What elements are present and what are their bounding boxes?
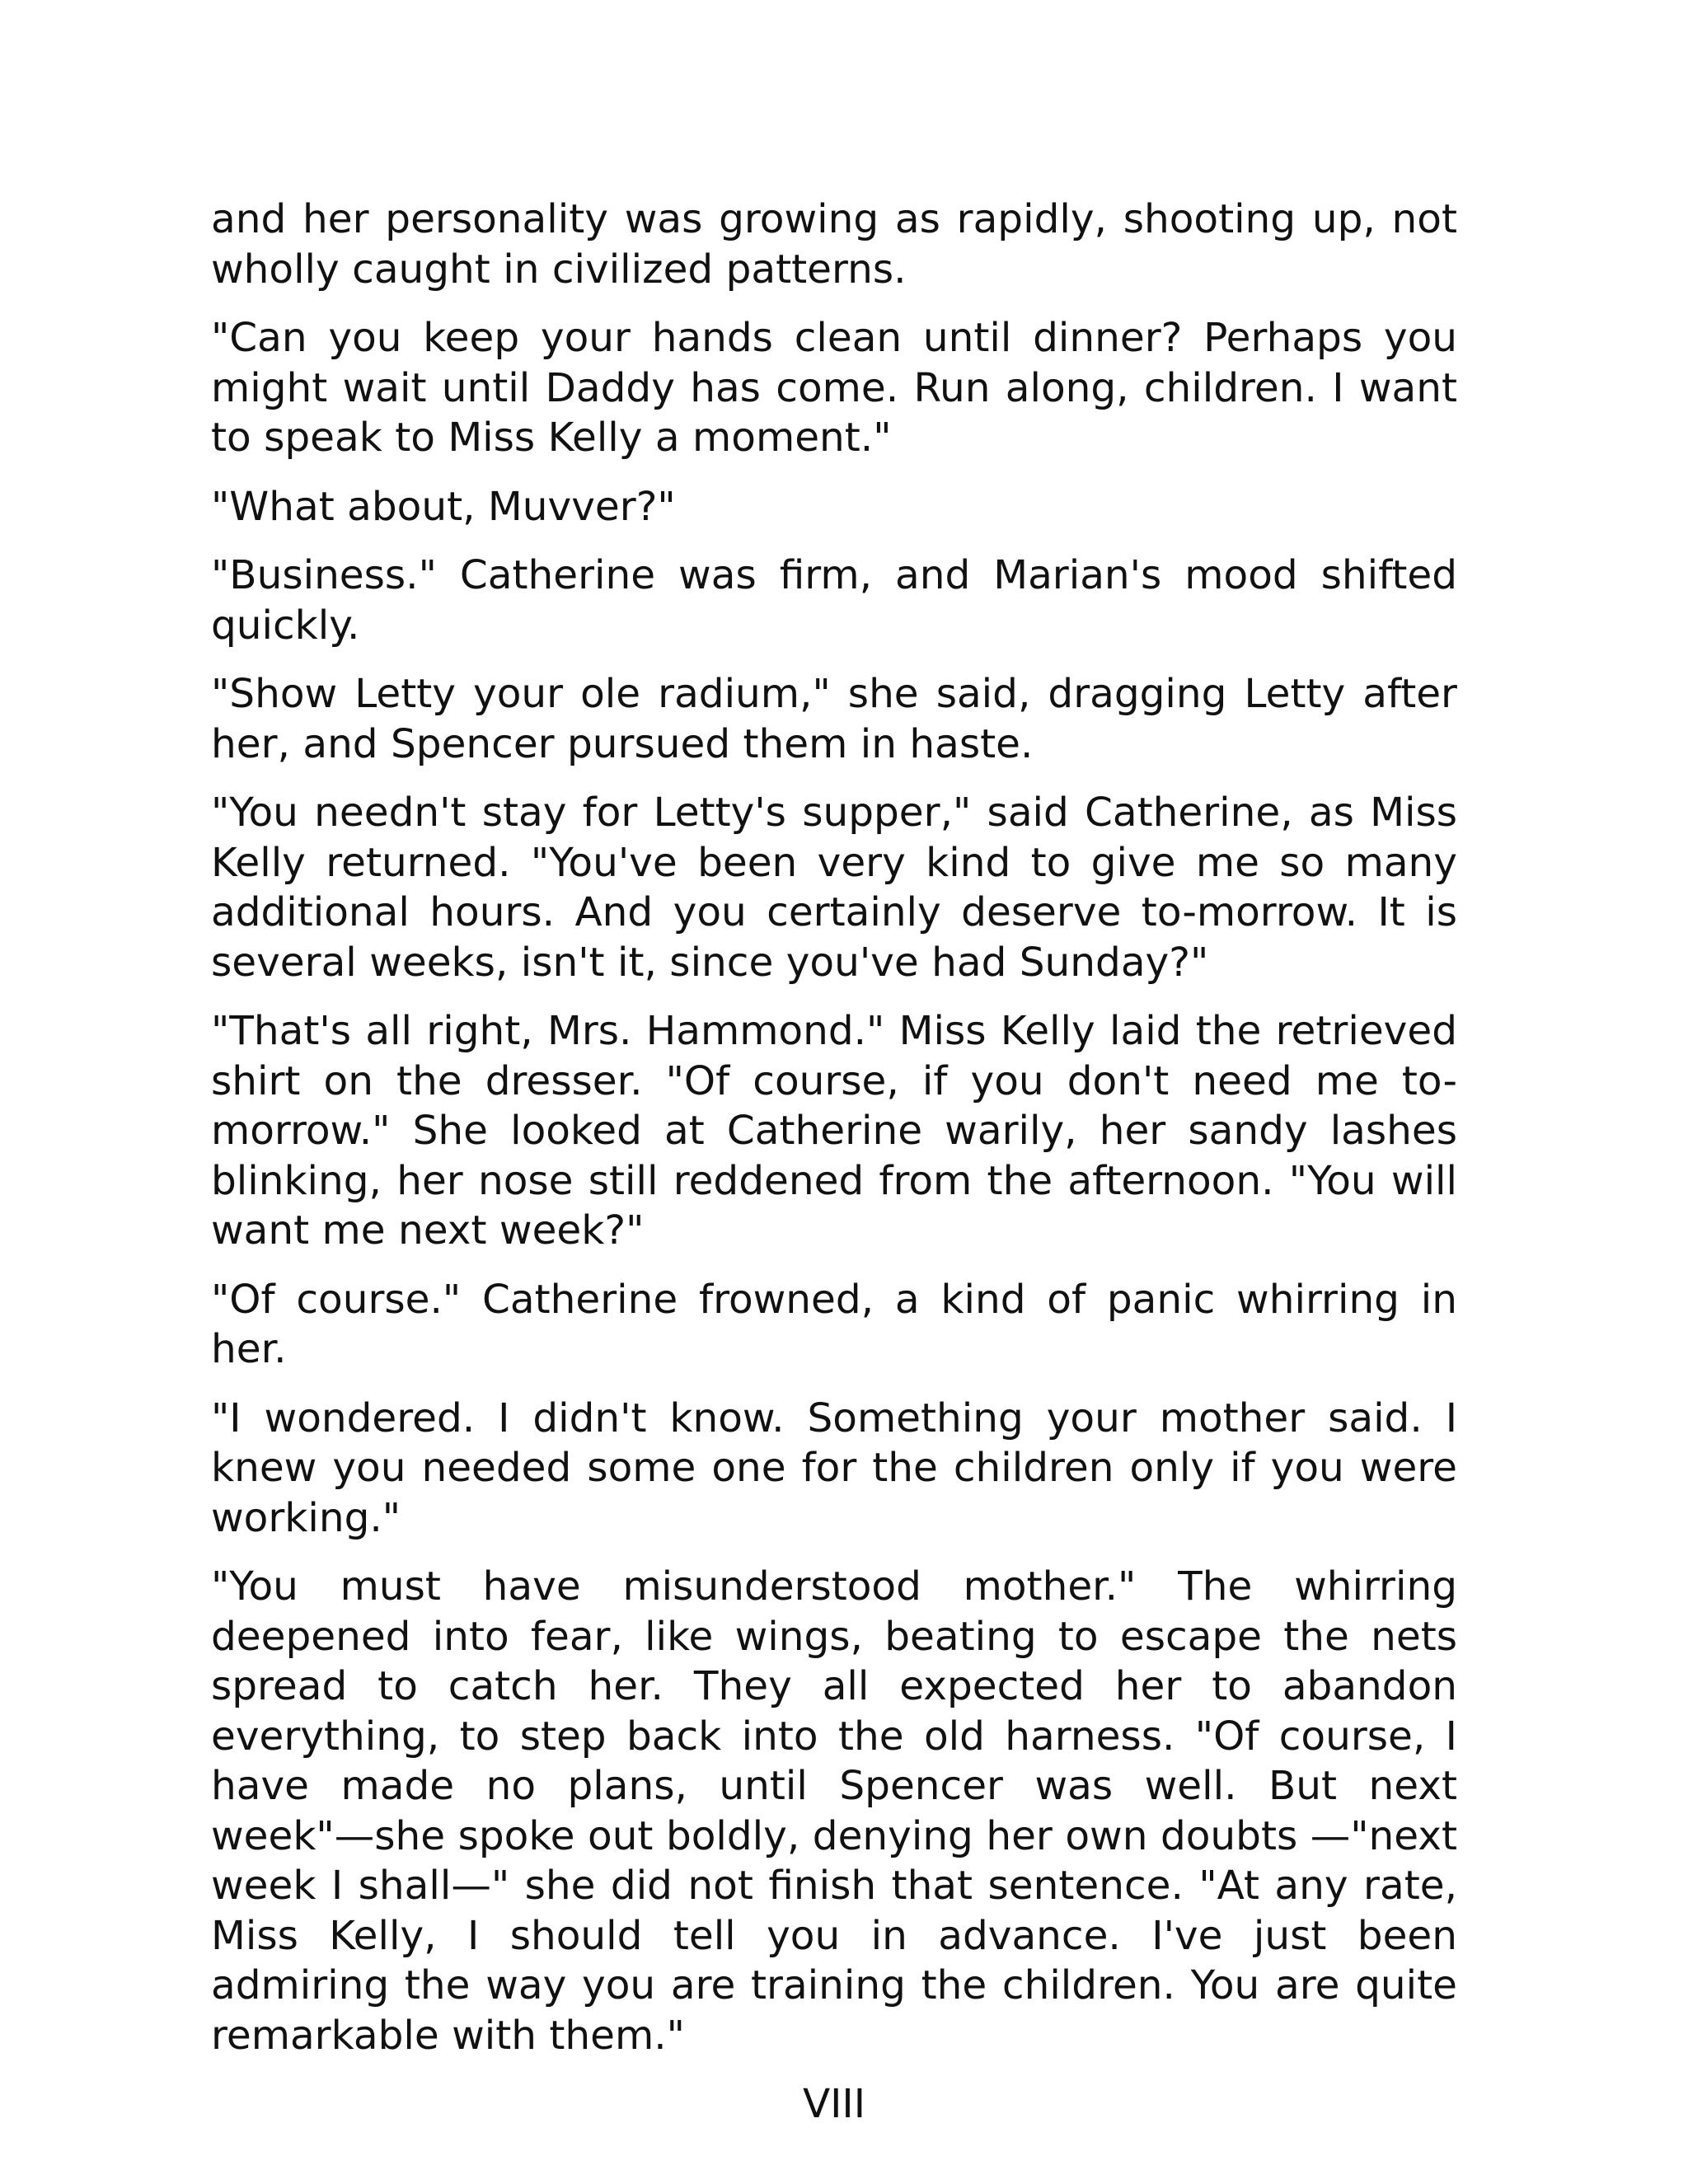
paragraph-5: "Show Letty your ole radium," she said, dragging Letty after her, and Spencer pursued them in haste. bbox=[211, 671, 1457, 767]
chapter-heading: VIII bbox=[802, 2081, 866, 2127]
paragraph-9: "I wondered. I didn't know. Something your mother said. I knew you needed some one for the children only if you were working." bbox=[211, 1394, 1457, 1541]
paragraph-8: "Of course." Catherine frowned, a kind of panic whirring in her. bbox=[211, 1276, 1457, 1372]
paragraph-2: "Can you keep your hands clean until dinner? Perhaps you might wait until Daddy has come. Run along, children. I want to speak to Miss Kelly a moment." bbox=[211, 315, 1457, 461]
paragraph-7: "That's all right, Mrs. Hammond." Miss Kelly laid the retrieved shirt on the dresser. "Of course, if you don't need me to-morrow." She looked at Catherine warily, her sandy lashes blinking, her nose still reddened from the afternoon. "You will want me next week?" bbox=[211, 1008, 1457, 1254]
paragraph-6: "You needn't stay for Letty's supper," said Catherine, as Miss Kelly returned. "You've been very kind to give me so many additional hours. And you certainly deserve to-morrow. It is several weeks, isn't it, since you've had Sunday?" bbox=[211, 790, 1457, 986]
book-page bbox=[211, 194, 1457, 2129]
paragraph-4: "Business." Catherine was firm, and Marian's mood shifted quickly. bbox=[211, 552, 1457, 649]
paragraph-10: "You must have misunderstood mother." The whirring deepened into fear, like wings, beating to escape the nets spread to catch her. They all expected her to abandon everything, to step back into the old harness. "Of course, I have made no plans, until Spencer was well. But next week"—she spoke out boldly, denying her own doubts —"next week I shall—" she did not finish that sentence. "At any rate, Miss Kelly, I should tell you in advance. I've just been admiring the way you are training the children. You are quite remarkable with them." bbox=[211, 1563, 1457, 2059]
paragraph-1: and her personality was growing as rapidly, shooting up, not wholly caught in civilized patterns. bbox=[211, 196, 1457, 293]
paragraph-3: "What about, Muvver?" bbox=[211, 483, 676, 530]
